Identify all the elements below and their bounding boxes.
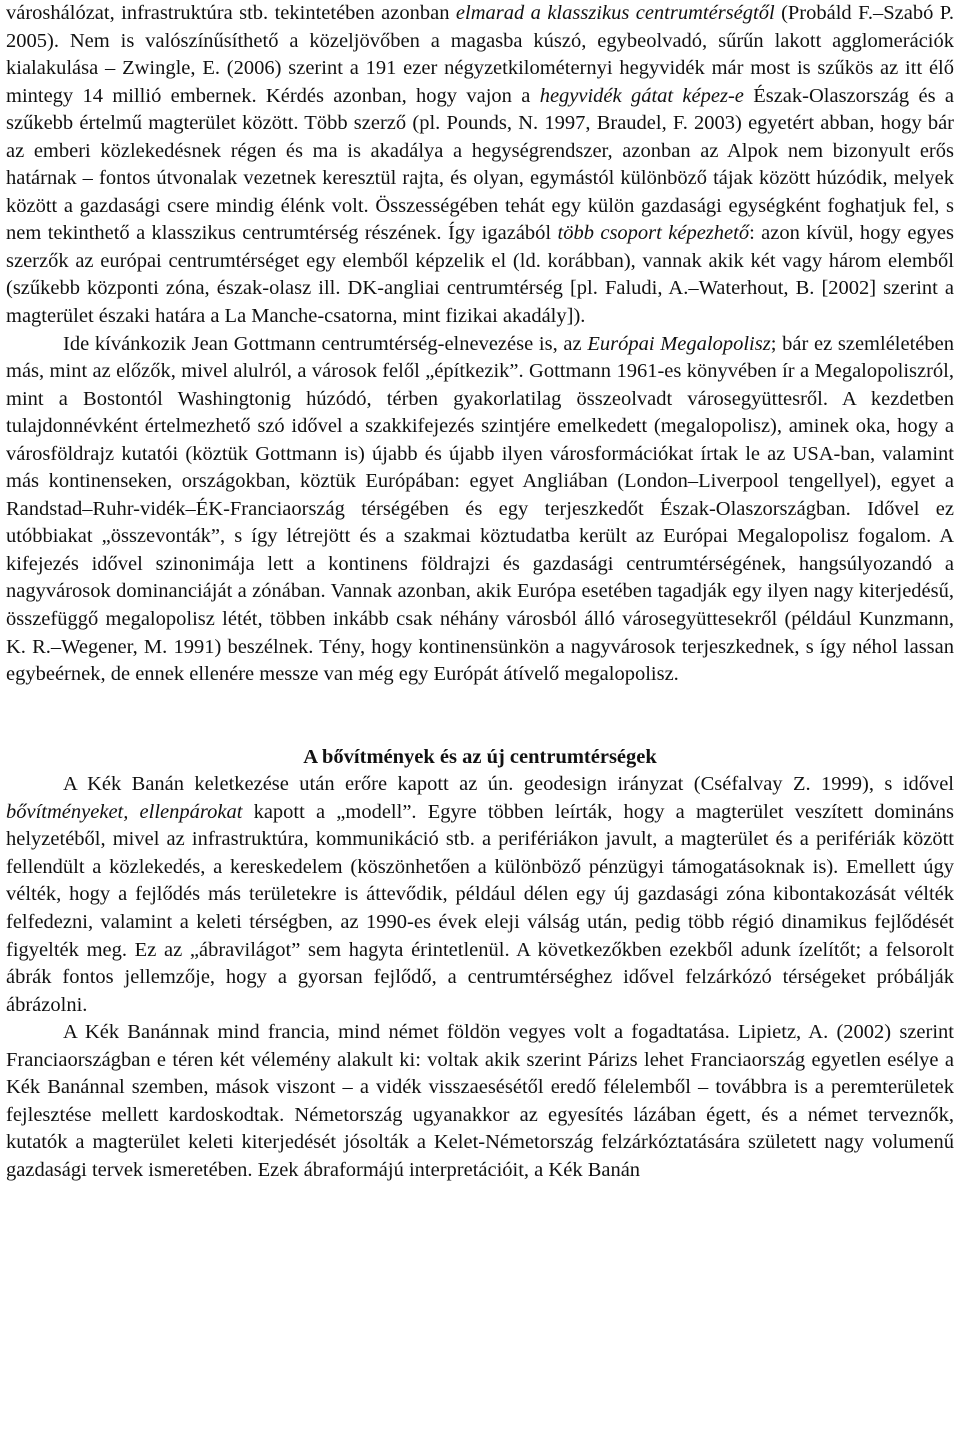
paragraph-2-text-a: Ide kívánkozik Jean Gottmann centrumtérség-elnevezése is, az	[63, 332, 588, 355]
document-page	[6, 0, 954, 1184]
paragraph-2-text-c: ; bár ez szemléletében más, mint az előzők, mivel alulról, a városok felől „építkezik”. Gottmann 1961-es könyvében ír a Megalopoliszról, mint a Bostontól Washingtonig húzódó, térben gyakorlatilag összeolvadt városegyüttesről. A kezdetben tulajdonnévként értelmezhető szó idővel a szakkifejezés szintjére emelkedett (megalopolisz), aminek oka, hogy a városföldrajz kutatói (köztük Gottmann is) újabb és újabb ilyen városformációkat írtak le az USA-ban, valamint más kontinenseken, országokban, köztük Európában: egyet Angliában (London–Liverpool tengellyel), egyet a Randstad–Ruhr-vidék–ÉK-Franciaország térségében és egy terjeszkedőt Észak-Olaszországban. Idővel ez utóbbiakat „összevonták”, s így létrejött és a szakmai köztudatba került az Európai Megalopolisz fogalom. A kifejezés idővel szinonimája lett a kontinens földrajzi és gazdasági centrumtérségének, hangsúlyozandó a nagyvárosok dominanciáját a zónában. Vannak azonban, akik Európa esetében tagadják egy ilyen nagy kiterjedésű, összefüggő megalopolisz létét, többen inkább csak néhány városból álló városegyüttesekről (például Kunzmann, K. R.–Wegener, M. 1991) beszélnek. Tény, hogy kontinensünkön a nagyvárosok terjeszkednek, s így néhol lassan egybeérnek, de ennek ellenére messze van még egy Európát átívelő megalopolisz.	[6, 332, 954, 686]
section-heading: A bővítmények és az új centrumtérségek	[303, 745, 657, 768]
paragraph-1-italic-f: több csoport képezhető	[557, 222, 750, 245]
paragraph-1-text-a: városhálózat, infrastruktúra stb. tekintetében azonban	[6, 2, 456, 24]
paragraph-3-text-a: A Kék Banán keletkezése után erőre kapott az ún. geodesign irányzat (Cséfalvay Z. 1999), s idővel	[63, 773, 954, 796]
paragraph-4-text-a: A Kék Banánnak mind francia, mind német földön vegyes volt a fogadtatása. Lipietz, A. (2002) szerint Franciaországban e téren két vélemény alakult ki: voltak akik szerint Párizs lehet Franciaország egyetlen esélye a Kék Banánnal szemben, mások viszont – a vidék visszaesésétől eredő félelemből – továbbra is a peremterületek fejlesztése mellett kardoskodtak. Németország ugyanakkor az egyesítés lázában égett, és a német terveznők, kutatók a magterület keleti kiterjedését jósolták a Kelet-Németország felzárkóztatására született nagy volumenű gazdasági tervek ismeretében. Ezek ábraformájú interpretációit, a Kék Banán	[6, 1021, 954, 1181]
paragraph-1	[6, 0, 954, 331]
paragraph-1-italic-b: elmarad a klasszikus centrumtérségtől	[455, 2, 775, 24]
paragraph-1-text-c: (Probáld F.–Szabó P. 2005). Nem is valószínűsíthető a közeljövőben a magasba kúszó, egybeolvadó, sűrűn lakott agglomerációk kialakulása – Zwingle, E. (2006) szerint a 191 ezer négyzetkilométernyi hegyvidék már most is szűkös az itt élő mintegy 14 millió embernek. Kérdés azonban, hogy vajon a	[6, 2, 954, 107]
paragraph-3-italic-b: bővítményeket, ellenpárokat	[6, 800, 243, 823]
paragraph-3	[6, 771, 954, 1019]
paragraph-4	[6, 1019, 954, 1184]
paragraph-1-text-g: : azon kívül, hogy egyes szerzők az európai centrumtérséget egy elemből képzelik el (ld. korábban), vannak akik két vagy három elemből (szűkebb központi zóna, észak-olasz ill. DK-angliai centrumtérség [pl. Faludi, A.–Waterhout, B. [2002] szerint a magterület északi határa a La Manche-csatorna, mint fizikai akadály]).	[6, 222, 954, 328]
paragraph-2	[6, 331, 954, 689]
paragraph-1-text-e: Észak-Olaszország és a szűkebb értelmű magterület között. Több szerző (pl. Pounds, N. 1997, Braudel, F. 2003) egyetért abban, hogy bár az emberi közlekedésnek régen és ma is akadálya a hegységrendszer, azonban az Alpok nem bizonyult erős határnak – fontos útvonalak vezetnek keresztül rajta, és olyan, egymástól különböző tájak között húzódik, melyek között a gazdasági csere mindig élénk volt. Összességében tehát egy külön gazdasági egységként foghatjuk fel, s nem tekinthető a klasszikus centrumtérség részének. Így igazából	[6, 84, 954, 245]
paragraph-1-italic-d: hegyvidék gátat képez-e	[539, 84, 744, 107]
paragraph-3-text-c: kapott a „modell”. Egyre többen leírták, hogy a magterület veszített domináns helyzetéből, mivel az infrastruktúra, kommunikáció stb. a perifériákon javult, a magterület és a perifériák között fellendült a közlekedés, a kereskedelem (köszönhetően a különböző pénzügyi támogatásoknak is). Emellett úgy vélték, hogy a fejlődés más területekre is áttevődik, például délen egy új gazdasági zóna kibontakozását vélték felfedezni, valamint a keleti térségben, az 1990-es évek eleji válság után, pedig több régió dinamikus fejlődését figyelték meg. Ez az „ábravilágot” sem hagyta érintetlenül. A következőkben ezekből adunk ízelítőt; a felsorolt ábrák fontos jellemzője, hogy a gyorsan fejlődő, a centrumtérséghez idővel felzárkózó térségeket próbálják ábrázolni.	[6, 800, 955, 1016]
paragraph-2-italic-b: Európai Megalopolisz	[587, 332, 771, 355]
